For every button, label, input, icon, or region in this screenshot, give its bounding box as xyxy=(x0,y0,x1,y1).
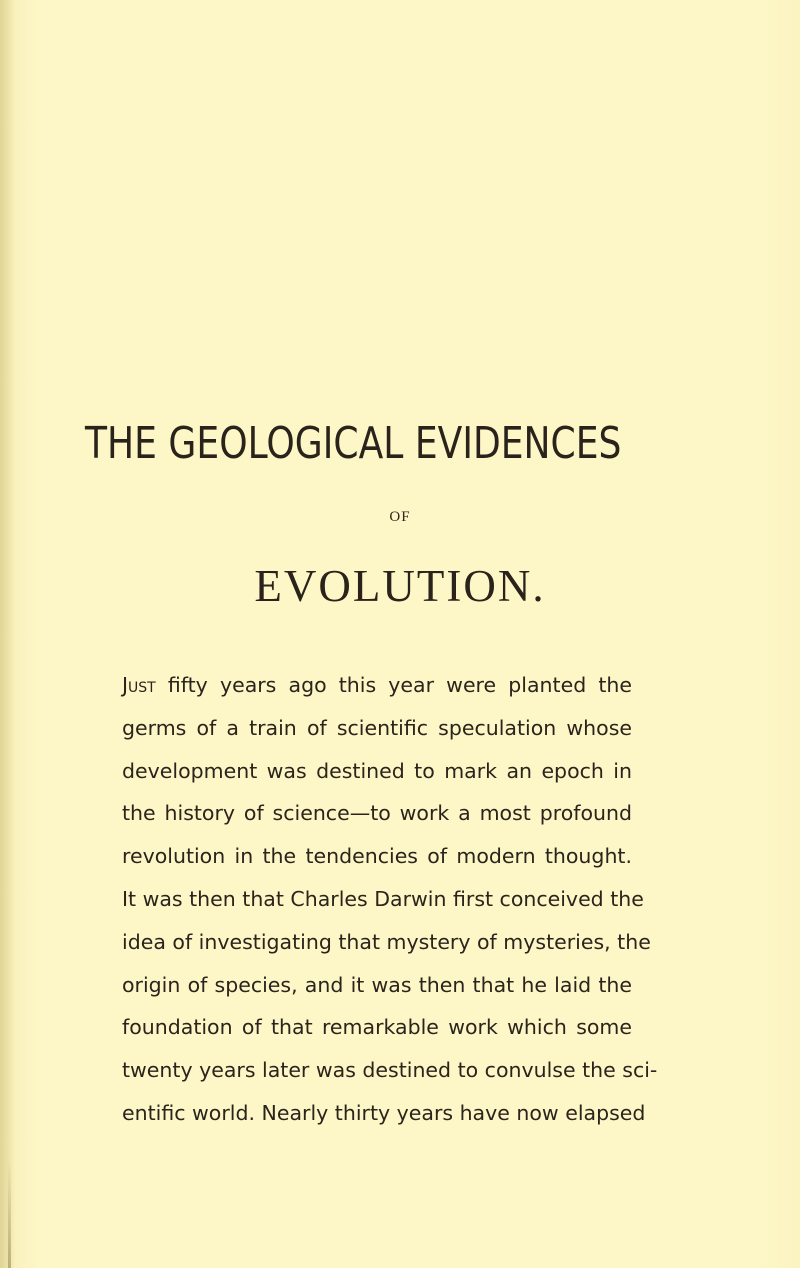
page-edge-shadow xyxy=(0,0,16,1268)
text-line: the history of science—to work a most profound xyxy=(122,801,632,826)
text-line: idea of investigating that mystery of mysteries, the xyxy=(122,929,651,954)
text-line: It was then that Charles Darwin first conceived the xyxy=(122,886,644,911)
text-line: development was destined to mark an epoch in xyxy=(122,758,632,783)
text-line: entific world. Nearly thirty years have now elapsed xyxy=(122,1100,646,1125)
text-line: origin of species, and it was then that he laid the xyxy=(122,972,632,997)
page-edge-mark xyxy=(8,1160,11,1268)
text-line: revolution in the tendencies of modern thought. xyxy=(122,844,632,869)
title-connector: OF xyxy=(389,509,411,525)
text-line xyxy=(122,664,632,707)
text-line: foundation of that remarkable work which some xyxy=(122,1015,632,1040)
page-subtitle: EVOLUTION. xyxy=(254,561,546,611)
page-title: THE GEOLOGICAL EVIDENCES xyxy=(85,418,622,469)
text-line: twenty years later was destined to convulse the sci- xyxy=(122,1058,658,1083)
opening-word: Just xyxy=(122,673,156,697)
text-line: germs of a train of scientific speculation whose xyxy=(122,715,632,740)
body-paragraph xyxy=(122,664,658,1135)
text-line-content: fifty years ago this year were planted the xyxy=(167,673,632,697)
